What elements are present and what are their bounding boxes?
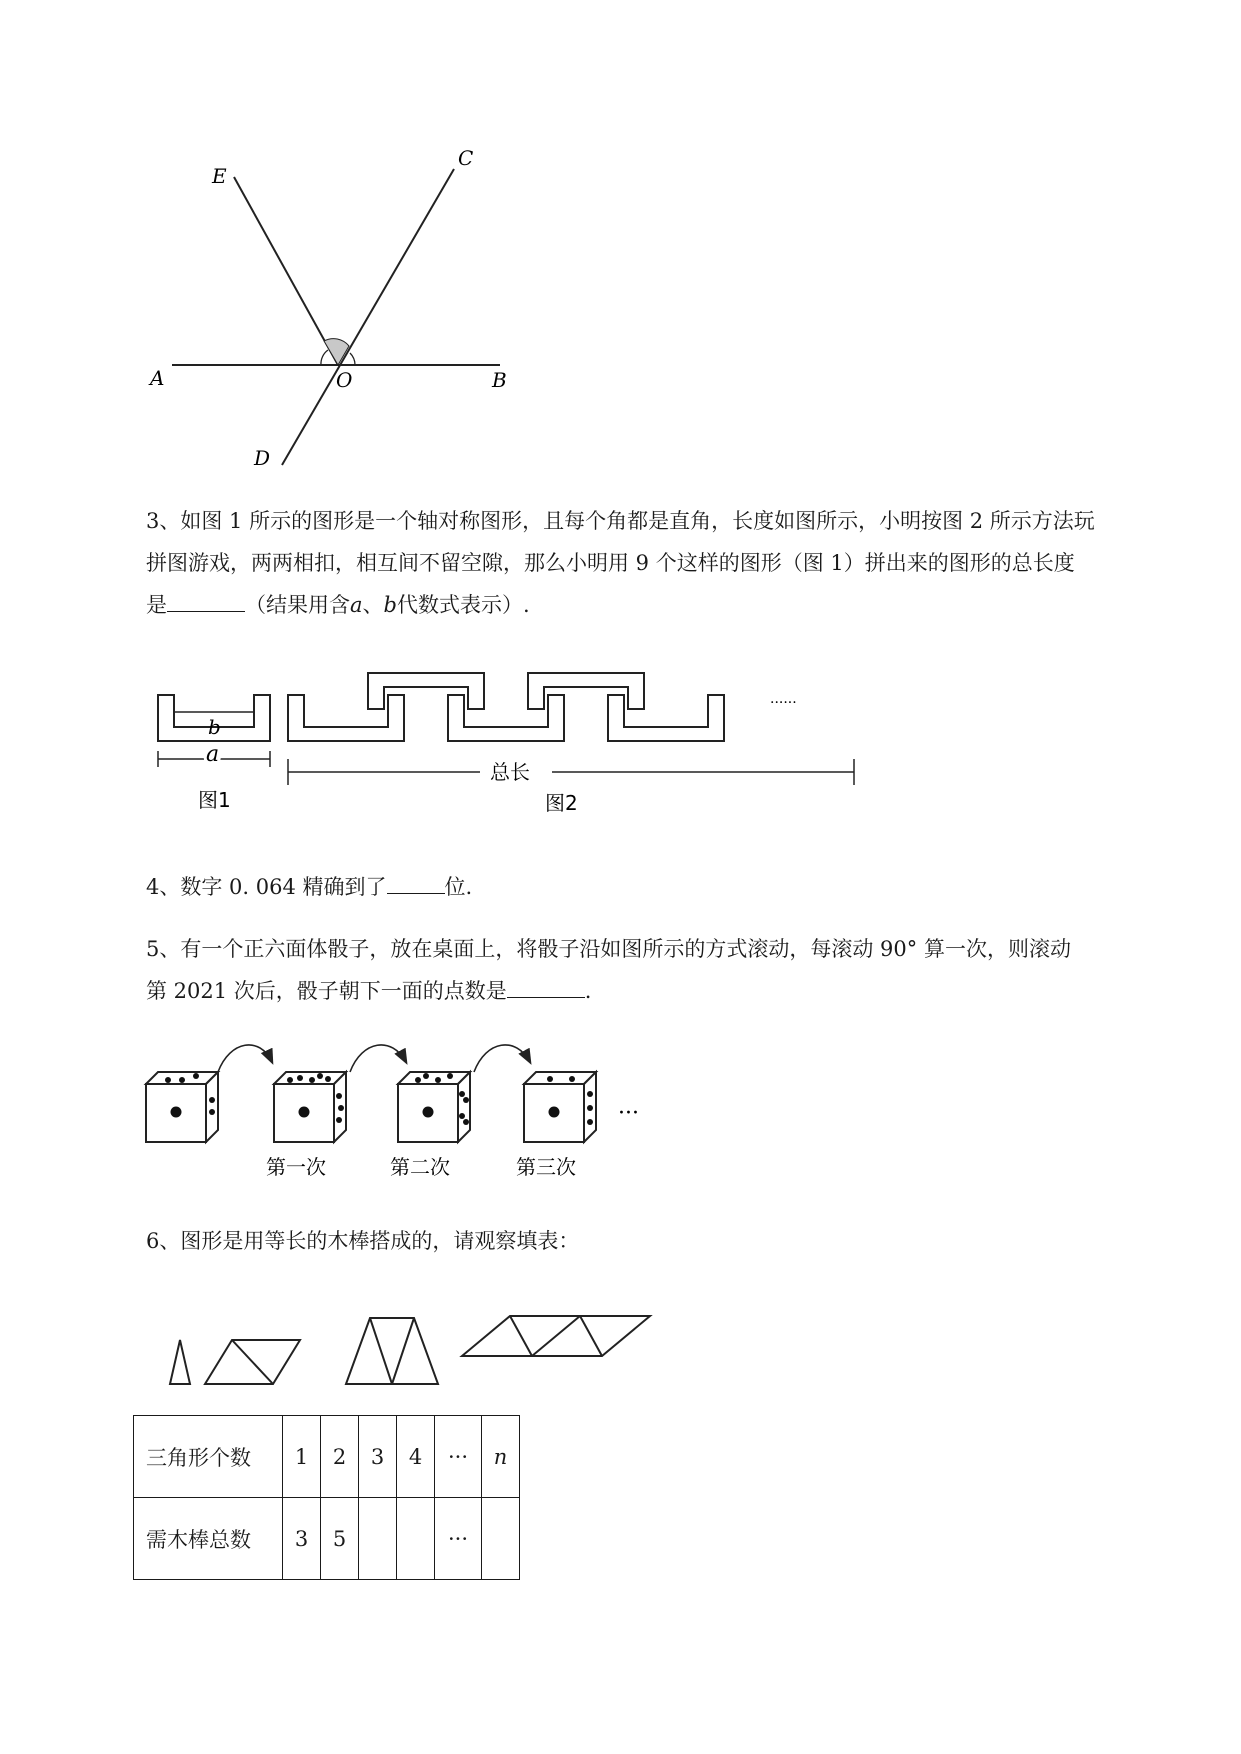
label-e: E	[212, 164, 227, 188]
dice-figure	[140, 1040, 660, 1190]
fig1-caption: 图1	[198, 788, 231, 812]
answer-blank[interactable]	[507, 979, 585, 998]
question-6: 6、图形是用等长的木棒搭成的，请观察填表：	[146, 1229, 580, 1253]
fig1-b-label: b	[208, 715, 221, 739]
table-cell: 3	[359, 1416, 397, 1498]
shape-4-line-b	[532, 1316, 580, 1356]
roll-arrow-3	[474, 1045, 530, 1072]
q3-line-2: 拼图游戏，两两相扣，相互间不留空隙，那么小明用 9 个这样的图形（图 1）拼出来的图形的总长度	[146, 551, 1075, 575]
label-a: A	[150, 366, 165, 390]
q3-line-1: 3、如图 1 所示的图形是一个轴对称图形，且每个角都是直角，长度如图所示，小明按图 2 所示方法玩	[146, 509, 1095, 533]
die-roll-3	[524, 1072, 596, 1142]
table-cell: 4	[397, 1416, 435, 1498]
shape-4-line-a	[510, 1316, 532, 1356]
fig1-a-label: a	[206, 742, 220, 767]
q5-line-2: 第 2021 次后，骰子朝下一面的点数是 .	[146, 979, 592, 1003]
caption-roll-3: 第三次	[516, 1155, 576, 1179]
fig2-piece-4	[528, 673, 644, 709]
table-cell: ···	[435, 1498, 482, 1580]
table-row	[134, 1498, 520, 1580]
row-header-sticks: 需木棒总数	[134, 1498, 283, 1580]
ray-oe	[234, 177, 338, 365]
table-row	[134, 1416, 520, 1498]
table-cell: 3	[283, 1498, 321, 1580]
row-header-triangles: 三角形个数	[134, 1416, 283, 1498]
table-cell: 1	[283, 1416, 321, 1498]
shape-1-triangle	[170, 1340, 190, 1384]
dice-ellipsis: ···	[618, 1101, 639, 1126]
angle-arc-left	[321, 350, 328, 365]
table-cell: ···	[435, 1416, 482, 1498]
answer-blank[interactable]	[167, 593, 245, 612]
table-cell: n	[482, 1416, 520, 1498]
shape-3-line-b	[392, 1318, 414, 1384]
q3-line-3: 是 （结果用含a、b代数式表示）.	[146, 593, 530, 617]
table-cell: 5	[321, 1498, 359, 1580]
shape-2-diagonal	[232, 1340, 273, 1384]
stick-count-table	[133, 1415, 520, 1580]
label-o: O	[336, 368, 353, 392]
fig2-ellipsis: ······	[770, 695, 797, 711]
stick-triangles-figure	[150, 1300, 670, 1390]
question-5	[146, 928, 1156, 1012]
question-4: 4、数字 0. 064 精确到了 位.	[146, 875, 473, 899]
table-cell-empty[interactable]	[482, 1498, 520, 1580]
label-c: C	[458, 146, 474, 170]
fig2-piece-5	[608, 695, 724, 741]
table-cell: 2	[321, 1416, 359, 1498]
angle-figure	[140, 135, 540, 475]
shape-4-line-c	[580, 1316, 602, 1356]
question-3	[146, 500, 1156, 626]
shape-3-triangles	[346, 1318, 438, 1384]
label-d: D	[254, 446, 271, 470]
angle-arc-shaded	[324, 339, 349, 365]
label-b: B	[492, 368, 507, 392]
answer-blank[interactable]	[387, 875, 445, 894]
table-cell-empty[interactable]	[359, 1498, 397, 1580]
caption-roll-2: 第二次	[390, 1155, 450, 1179]
caption-roll-1: 第一次	[266, 1155, 326, 1179]
fig2-piece-2	[368, 673, 484, 709]
die-roll-1	[274, 1072, 346, 1142]
shape-3-line-a	[370, 1318, 392, 1384]
fig2-piece-1	[288, 695, 404, 741]
roll-arrow-1	[218, 1045, 272, 1072]
line-cd	[282, 169, 454, 465]
table-cell-empty[interactable]	[397, 1498, 435, 1580]
roll-arrow-2	[350, 1045, 406, 1072]
total-length-label: 总长	[490, 760, 530, 784]
fig2-piece-3	[448, 695, 564, 741]
q5-line-1: 5、有一个正六面体骰子，放在桌面上，将骰子沿如图所示的方式滚动，每滚动 90° 算一次，则滚动	[146, 937, 1071, 961]
angle-arc-right	[350, 353, 355, 365]
puzzle-figure	[150, 655, 870, 825]
die-initial	[146, 1072, 218, 1142]
die-roll-2	[398, 1072, 470, 1142]
fig2-caption: 图2	[545, 791, 578, 815]
